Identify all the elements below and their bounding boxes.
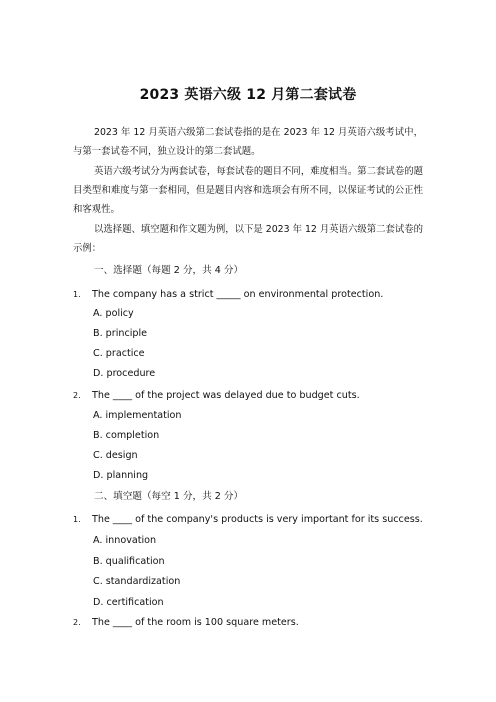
intro-paragraph-3: 以选择题、填空题和作文题为例，以下是 2023 年 12 月英语六级第二套试卷的示例：: [73, 224, 423, 254]
option-item: A. implementation: [93, 410, 182, 421]
intro-paragraph-2: 英语六级考试分为两套试卷，每套试卷的题目不同，难度相当。第二套试卷的题目类型和难度与第一套相同，但是题目内容和选项会有所不同，以保证考试的公正性和客观性。: [73, 166, 423, 215]
option-item: B. completion: [93, 430, 160, 441]
option-item: A. innovation: [93, 535, 157, 546]
question-item: [73, 513, 423, 527]
question-number: 1.: [73, 515, 81, 524]
option-item: D. certification: [93, 597, 164, 608]
option-item: C. practice: [93, 348, 145, 359]
option-item: A. policy: [93, 308, 134, 319]
question-number: 1.: [73, 290, 81, 299]
question-text: The ____ of the room is 100 square meters.: [92, 617, 299, 628]
intro-paragraph-1: 2023 年 12 月英语六级第二套试卷指的是在 2023 年 12 月英语六级考试中，与第一套试卷不同，独立设计的第二套试题。: [73, 127, 423, 157]
option-item: D. planning: [93, 470, 149, 481]
option-item: C. design: [93, 450, 138, 461]
option-item: B. qualification: [93, 556, 165, 567]
document-title: 2023 英语六级 12 月第二套试卷: [139, 87, 357, 103]
question-text: The ____ of the company's products is very important for its success.: [92, 514, 423, 525]
question-number: 2.: [73, 391, 81, 400]
section-heading-choice: 一、选择题（每题 2 分，共 4 分）: [94, 265, 244, 276]
option-item: D. procedure: [93, 368, 156, 379]
option-item: B. principle: [93, 328, 148, 339]
question-text: The company has a strict _____ on environmental protection.: [92, 289, 384, 300]
option-item: C. standardization: [93, 576, 181, 587]
question-number: 2.: [73, 618, 81, 627]
question-text: The ____ of the project was delayed due to budget cuts.: [92, 390, 360, 401]
question-item: [73, 389, 360, 403]
question-item: [73, 616, 299, 630]
section-heading-fill: 二、填空题（每空 1 分，共 2 分）: [94, 491, 244, 502]
question-item: [73, 288, 383, 302]
